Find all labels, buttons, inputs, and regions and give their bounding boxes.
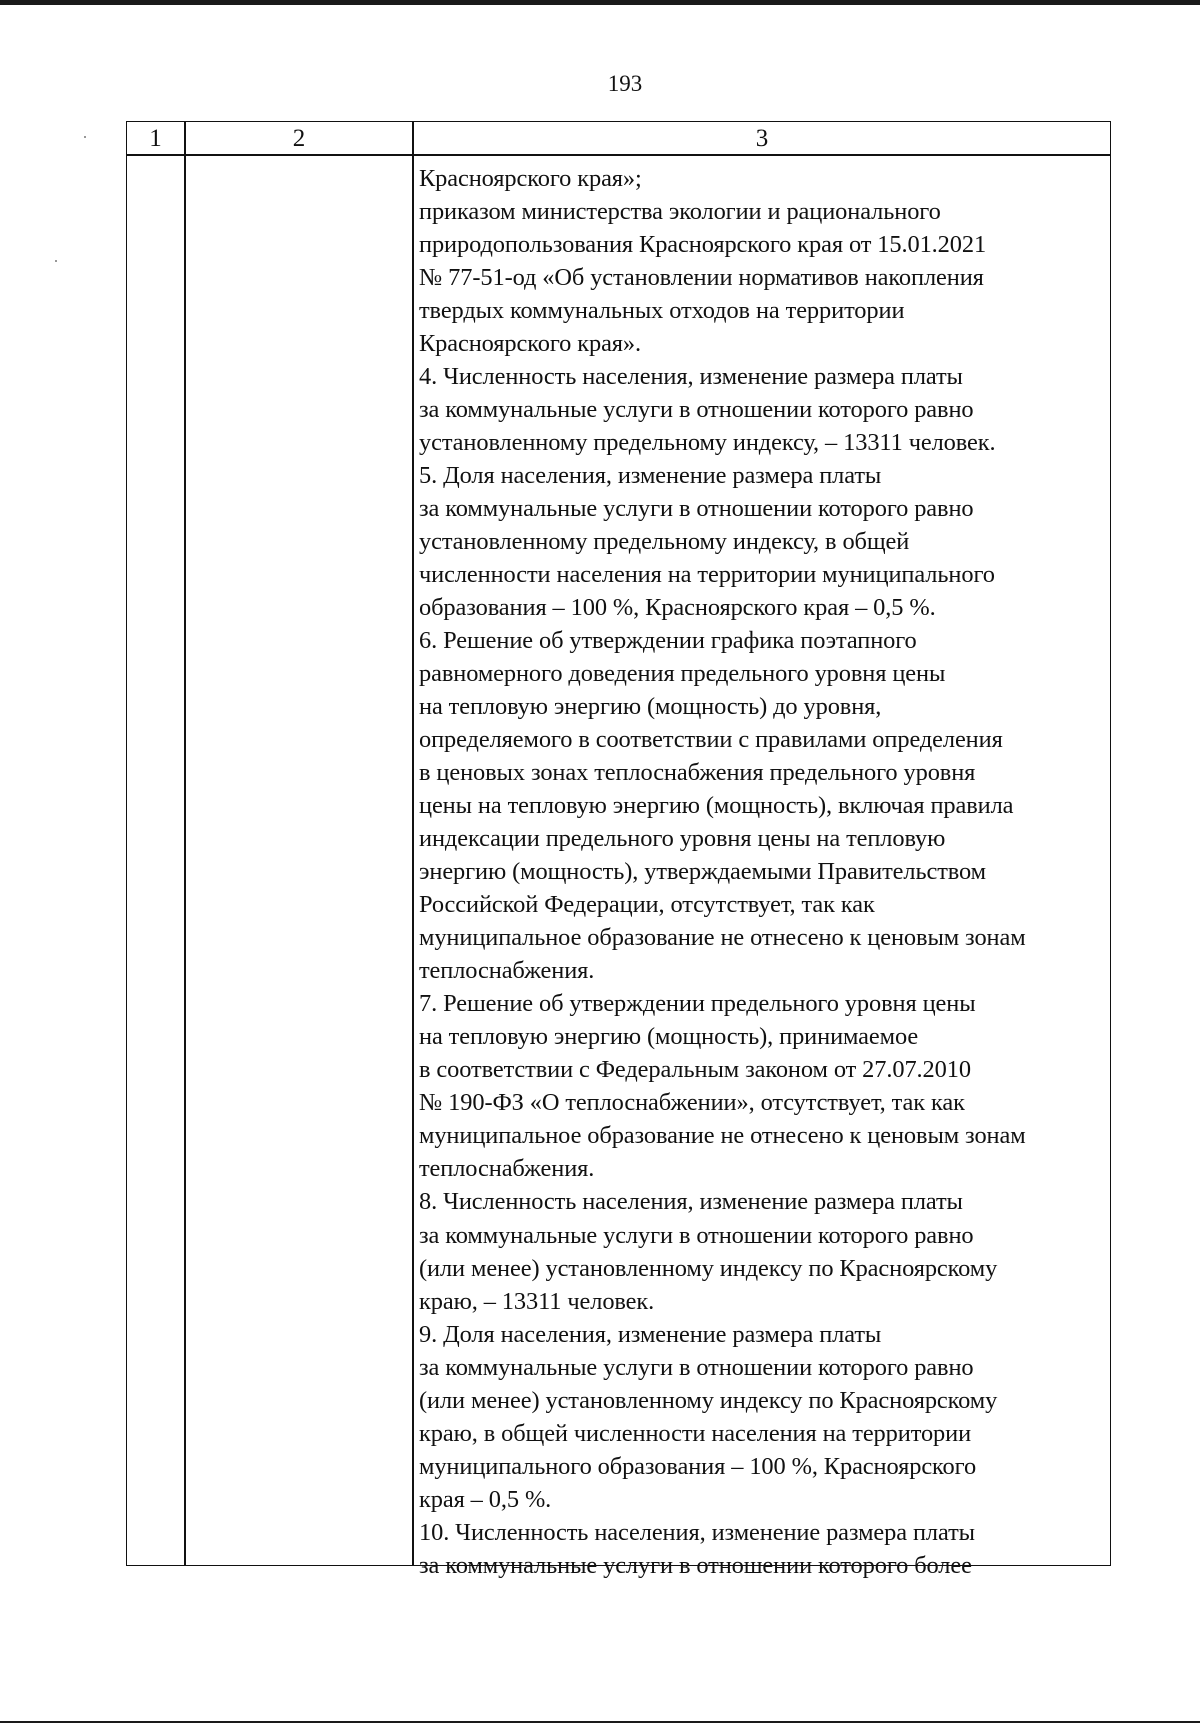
text-line: приказом министерства экологии и рационального <box>419 198 941 226</box>
scan-speck <box>55 260 57 262</box>
text-line: краю, – 13311 человек. <box>419 1287 655 1315</box>
text-line: 8. Численность населения, изменение размера платы <box>419 1188 963 1216</box>
text-line: Красноярского края»; <box>419 165 642 192</box>
text-line: за коммунальные услуги в отношении которого более <box>419 1551 972 1579</box>
text-line: равномерного доведения предельного уровня цены <box>419 660 946 688</box>
text-line: за коммунальные услуги в отношении которого равно <box>419 396 974 424</box>
text-line: образования – 100 %, Красноярского края – 0,5 %. <box>419 594 936 622</box>
text-line: в ценовых зонах теплоснабжения предельного уровня <box>419 759 976 787</box>
text-line: цены на тепловую энергию (мощность), включая правила <box>419 792 1014 820</box>
text-line: Красноярского края». <box>419 330 642 358</box>
text-line: (или менее) установленному индексу по Красноярскому <box>419 1386 998 1414</box>
text-line: на тепловую энергию (мощность) до уровня, <box>419 693 882 721</box>
text-line: 7. Решение об утверждении предельного уровня цены <box>419 990 976 1018</box>
text-line: численности населения на территории муниципального <box>419 561 995 589</box>
text-line: № 190-ФЗ «О теплоснабжении», отсутствует, так как <box>419 1089 965 1117</box>
text-line: на тепловую энергию (мощность), принимаемое <box>419 1023 919 1051</box>
scan-edge-top <box>0 0 1200 5</box>
scan-speck <box>84 136 86 138</box>
text-line: в соответствии с Федеральным законом от 27.07.2010 <box>419 1056 971 1084</box>
text-line: энергию (мощность), утверждаемыми Правительством <box>419 858 986 886</box>
column-divider-1 <box>184 121 186 1566</box>
text-line: Российской Федерации, отсутствует, так как <box>419 891 875 919</box>
text-line: теплоснабжения. <box>419 957 595 985</box>
column-3-text <box>419 162 1111 1582</box>
column-header-2: 2 <box>292 125 306 152</box>
text-line: края – 0,5 %. <box>419 1485 552 1513</box>
text-line: муниципальное образование не отнесено к ценовым зонам <box>419 1122 1026 1150</box>
text-line: муниципального образования – 100 %, Красноярского <box>419 1452 977 1480</box>
text-line: за коммунальные услуги в отношении которого равно <box>419 495 974 523</box>
text-line: теплоснабжения. <box>419 1155 595 1183</box>
text-line: краю, в общей численности населения на территории <box>419 1419 972 1447</box>
text-line: индексации предельного уровня цены на тепловую <box>419 825 946 853</box>
header-row-divider <box>126 154 1111 156</box>
text-line: установленному предельному индексу, – 13311 человек. <box>419 429 996 457</box>
text-line: твердых коммунальных отходов на территории <box>419 297 905 325</box>
column-header-3: 3 <box>755 125 769 152</box>
text-line: № 77-51-од «Об установлении нормативов накопления <box>419 264 984 292</box>
text-line: природопользования Красноярского края от 15.01.2021 <box>419 231 987 259</box>
column-divider-2 <box>412 121 414 1566</box>
text-line: за коммунальные услуги в отношении которого равно <box>419 1353 974 1381</box>
text-line: 5. Доля населения, изменение размера платы <box>419 462 882 490</box>
column-header-1: 1 <box>149 125 162 152</box>
text-line: муниципальное образование не отнесено к ценовым зонам <box>419 924 1026 952</box>
text-line: 9. Доля населения, изменение размера платы <box>419 1320 882 1348</box>
text-line: 4. Численность населения, изменение размера платы <box>419 363 963 391</box>
text-line: определяемого в соответствии с правилами определения <box>419 726 1003 754</box>
page-number: 193 <box>607 71 643 96</box>
text-line: (или менее) установленному индексу по Красноярскому <box>419 1254 998 1282</box>
text-line: 6. Решение об утверждении графика поэтапного <box>419 627 917 655</box>
text-line: за коммунальные услуги в отношении которого равно <box>419 1221 974 1249</box>
text-line: установленному предельному индексу, в общей <box>419 528 910 556</box>
text-line: 10. Численность населения, изменение размера платы <box>419 1518 975 1546</box>
